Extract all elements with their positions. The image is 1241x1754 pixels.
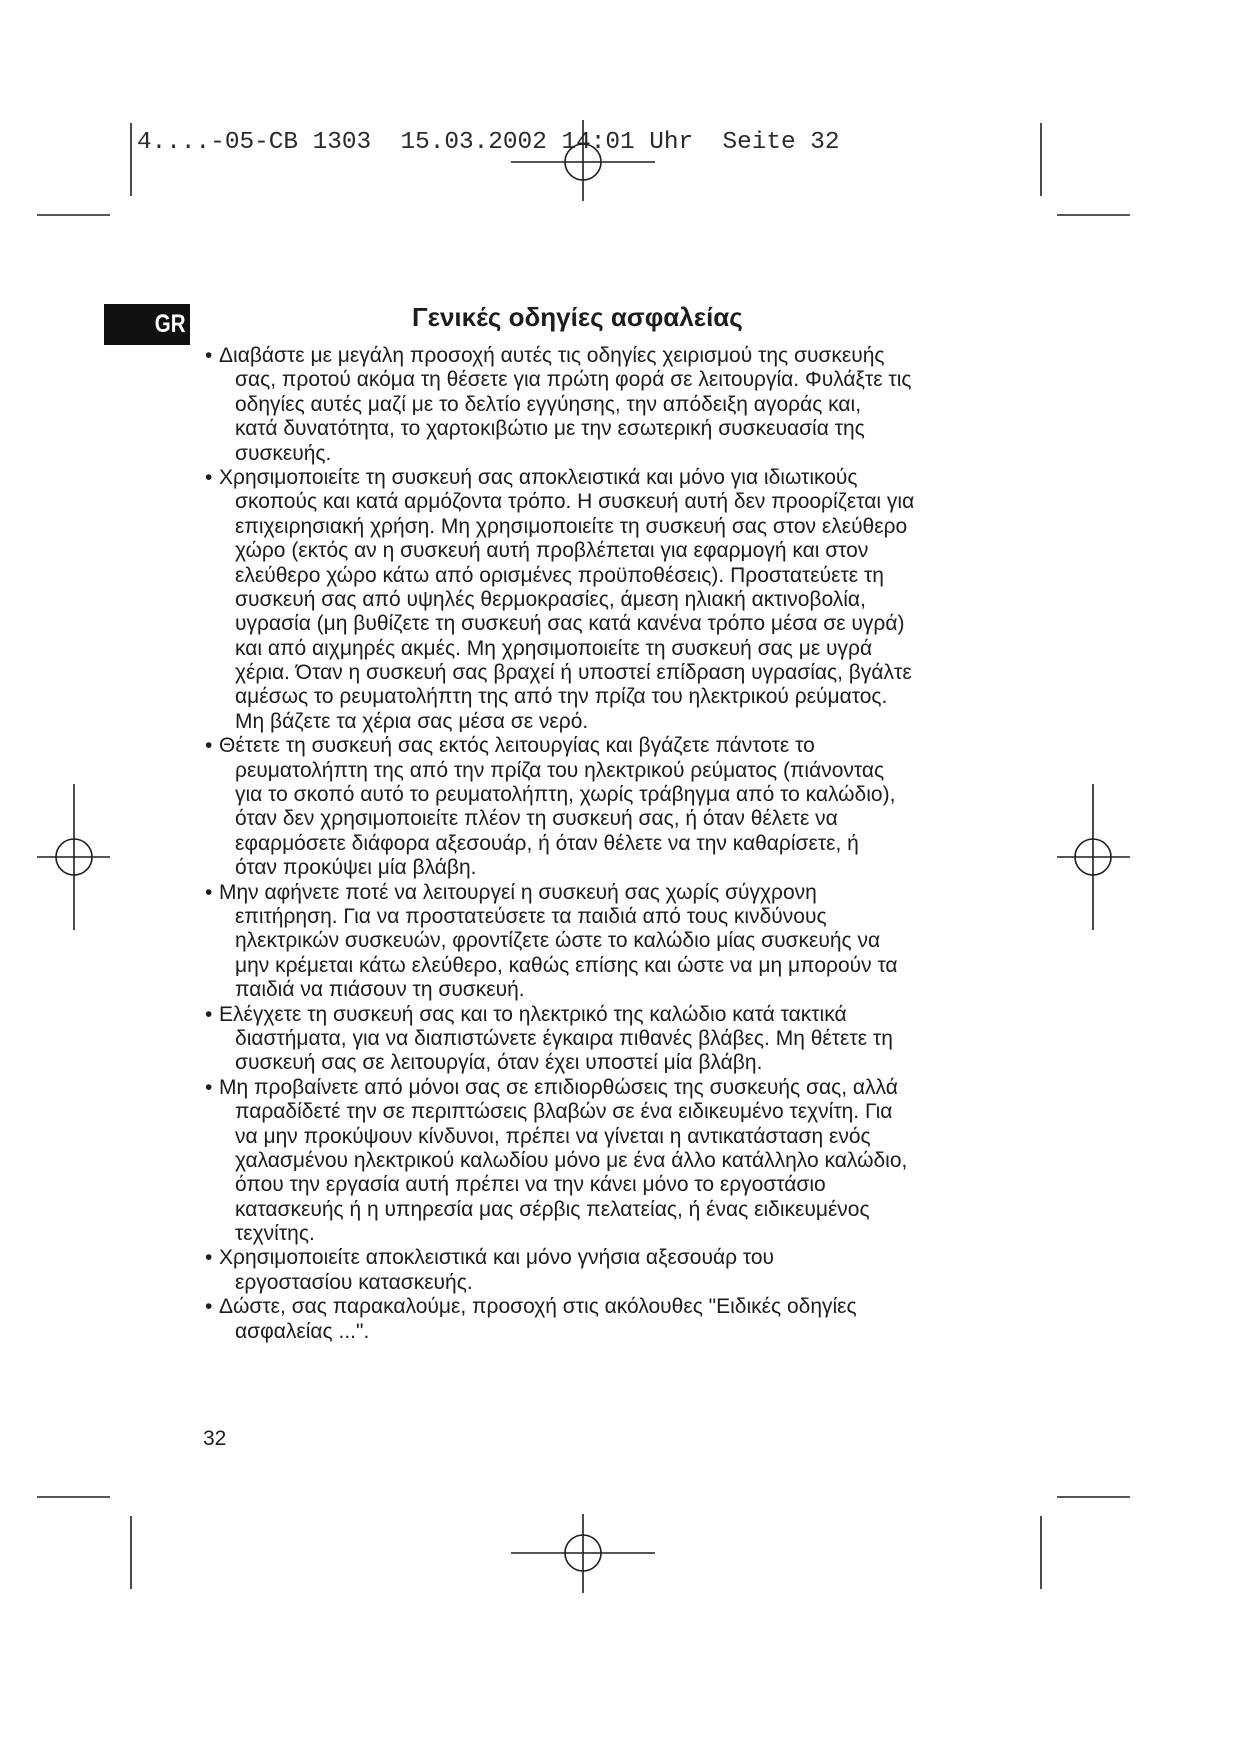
text-line: εργοστασίου κατασκευής. (235, 1270, 473, 1294)
bullet-icon: • (205, 1246, 213, 1270)
text-line: συσκευής. (235, 441, 332, 465)
text-line: Δώστε, σας παρακαλούμε, προσοχή στις ακόλουθες "Ειδικές οδηγίες (219, 1295, 857, 1319)
text-line: συσκευή σας σε λειτουργία, όταν έχει υποστεί μία βλάβη. (235, 1051, 763, 1075)
text-line: μην κρέμεται κάτω ελεύθερο, καθώς επίσης και ώστε να μη μπορούν τα (235, 953, 898, 977)
registration-mark-bottom-icon (511, 1514, 655, 1593)
language-tab-label: GR (154, 310, 185, 338)
bullet-icon: • (205, 880, 213, 904)
crop-mark-top-right (1041, 123, 1130, 215)
print-slug-header: 4....-05-CB 1303 15.03.2002 14:01 Uhr Seite 32 (137, 129, 840, 156)
text-line: επιχειρησιακή χρήση. Μη χρησιμοποιείτε τη συσκευή σας στον ελεύθερο (235, 514, 908, 538)
registration-mark-right-icon (1057, 784, 1130, 930)
text-line: παιδιά να πιάσουν τη συσκευή. (235, 978, 525, 1002)
page-title: Γενικές οδηγίες ασφαλείας (412, 302, 743, 332)
registration-mark-left-icon (37, 784, 110, 930)
text-line: υγρασία (μη βυθίζετε τη συσκευή σας κατά κανένα τρόπο μέσα σε υγρά) (235, 612, 905, 636)
text-line: Μην αφήνετε ποτέ να λειτουργεί η συσκευή σας χωρίς σύγχρονη (219, 880, 817, 904)
text-line: Ελέγχετε τη συσκευή σας και το ηλεκτρικό της καλώδιο κατά τακτικά (219, 1002, 847, 1026)
text-line: εφαρμόσετε διάφορα αξεσουάρ, ή όταν θέλετε να την καθαρίσετε, ή (235, 831, 859, 855)
text-line: Μη προβαίνετε από μόνοι σας σε επιδιορθώσεις της συσκευής σας, αλλά (219, 1075, 898, 1099)
bullet-icon: • (205, 1075, 213, 1099)
text-line: να μην προκύψουν κίνδυνοι, πρέπει να γίνεται η αντικατάσταση ενός (235, 1124, 871, 1148)
text-line: ρευματολήπτη της από την πρίζα του ηλεκτρικού ρεύματος (πιάνοντας (235, 758, 885, 782)
text-line: κατασκευής ή η υπηρεσία μας σέρβις πελατείας, ή ένας ειδικευμένος (235, 1197, 870, 1221)
text-line: ασφαλείας ...". (235, 1319, 370, 1343)
bullet-icon: • (205, 734, 213, 758)
text-line: συσκευή σας από υψηλές θερμοκρασίες, άμεση ηλιακή ακτινοβολία, (235, 587, 866, 611)
registration-mark-top-icon (511, 120, 655, 201)
page-number: 32 (203, 1427, 227, 1450)
text-line: Μη βάζετε τα χέρια σας μέσα σε νερό. (235, 709, 589, 733)
text-line: για το σκοπό αυτό το ρευματολήπτη, χωρίς τράβηγμα από το καλώδιο), (235, 783, 896, 807)
crop-mark-bottom-left (37, 1497, 131, 1589)
bullet-icon: • (205, 465, 213, 489)
text-line: τεχνίτης. (235, 1222, 315, 1246)
text-line: αμέσως το ρευματολήπτη της από την πρίζα του ηλεκτρικού ρεύματος. (235, 685, 888, 709)
text-line: σκοπούς και κατά αρμόζοντα τρόπο. Η συσκευή αυτή δεν προορίζεται για (235, 490, 915, 514)
text-line: Χρησιμοποιείτε τη συσκευή σας αποκλειστικά και μόνο για ιδιωτικούς (219, 465, 858, 489)
text-line: σας, προτού ακόμα τη θέσετε για πρώτη φορά σε λειτουργία. Φυλάξτε τις (235, 368, 912, 392)
text-line: όταν δεν χρησιμοποιείτε πλέον τη συσκευή σας, ή όταν θέλετε να (235, 807, 838, 831)
bullet-icon: • (205, 1002, 213, 1026)
crop-mark-bottom-right (1041, 1497, 1130, 1589)
text-line: ηλεκτρικών συσκευών, φροντίζετε ώστε το καλώδιο μίας συσκευής να (235, 929, 881, 953)
text-line: και από αιχμηρές ακμές. Μη χρησιμοποιείτε τη συσκευή σας με υγρά (235, 636, 873, 660)
text-line: διαστήματα, για να διαπιστώνετε έγκαιρα πιθανές βλάβες. Μη θέτετε τη (235, 1026, 893, 1050)
text-line: Θέτετε τη συσκευή σας εκτός λειτουργίας και βγάζετε πάντοτε το (219, 734, 815, 758)
text-line: οδηγίες αυτές μαζί με το δελτίο εγγύησης, την απόδειξη αγοράς και, (235, 392, 862, 416)
text-line: ελεύθερο χώρο κάτω από ορισμένες προϋποθέσεις). Προστατεύετε τη (235, 563, 884, 587)
text-line: χέρια. Όταν η συσκευή σας βραχεί ή υποστεί επίδραση υγρασίας, βγάλτε (235, 661, 912, 685)
crop-mark-top-left (37, 123, 131, 215)
text-line: όταν προκύψει μία βλάβη. (235, 856, 477, 880)
text-line: παραδίδετέ την σε περιπτώσεις βλαβών σε ένα ειδικευμένο τεχνίτη. Για (235, 1100, 893, 1124)
text-line: χαλασμένου ηλεκτρικού καλωδίου μόνο με ένα άλλο κατάλληλο καλώδιο, (235, 1148, 908, 1172)
text-line: κατά δυνατότητα, το χαρτοκιβώτιο με την εσωτερική συσκευασία της (235, 417, 865, 441)
text-line: επιτήρηση. Για να προστατεύσετε τα παιδιά από τους κινδύνους (235, 904, 827, 928)
bullet-icon: • (205, 1295, 213, 1319)
text-line: χώρο (εκτός αν η συσκευή αυτή προβλέπεται για εφαρμογή και στον (235, 539, 869, 563)
bullet-icon: • (205, 344, 213, 367)
text-line: Χρησιμοποιείτε αποκλειστικά και μόνο γνήσια αξεσουάρ του (219, 1246, 775, 1270)
text-line: Διαβάστε με μεγάλη προσοχή αυτές τις οδηγίες χειρισμού της συσκευής (219, 344, 885, 367)
text-line: όπου την εργασία αυτή πρέπει να την κάνει μόνο το εργοστάσιο (235, 1173, 826, 1197)
